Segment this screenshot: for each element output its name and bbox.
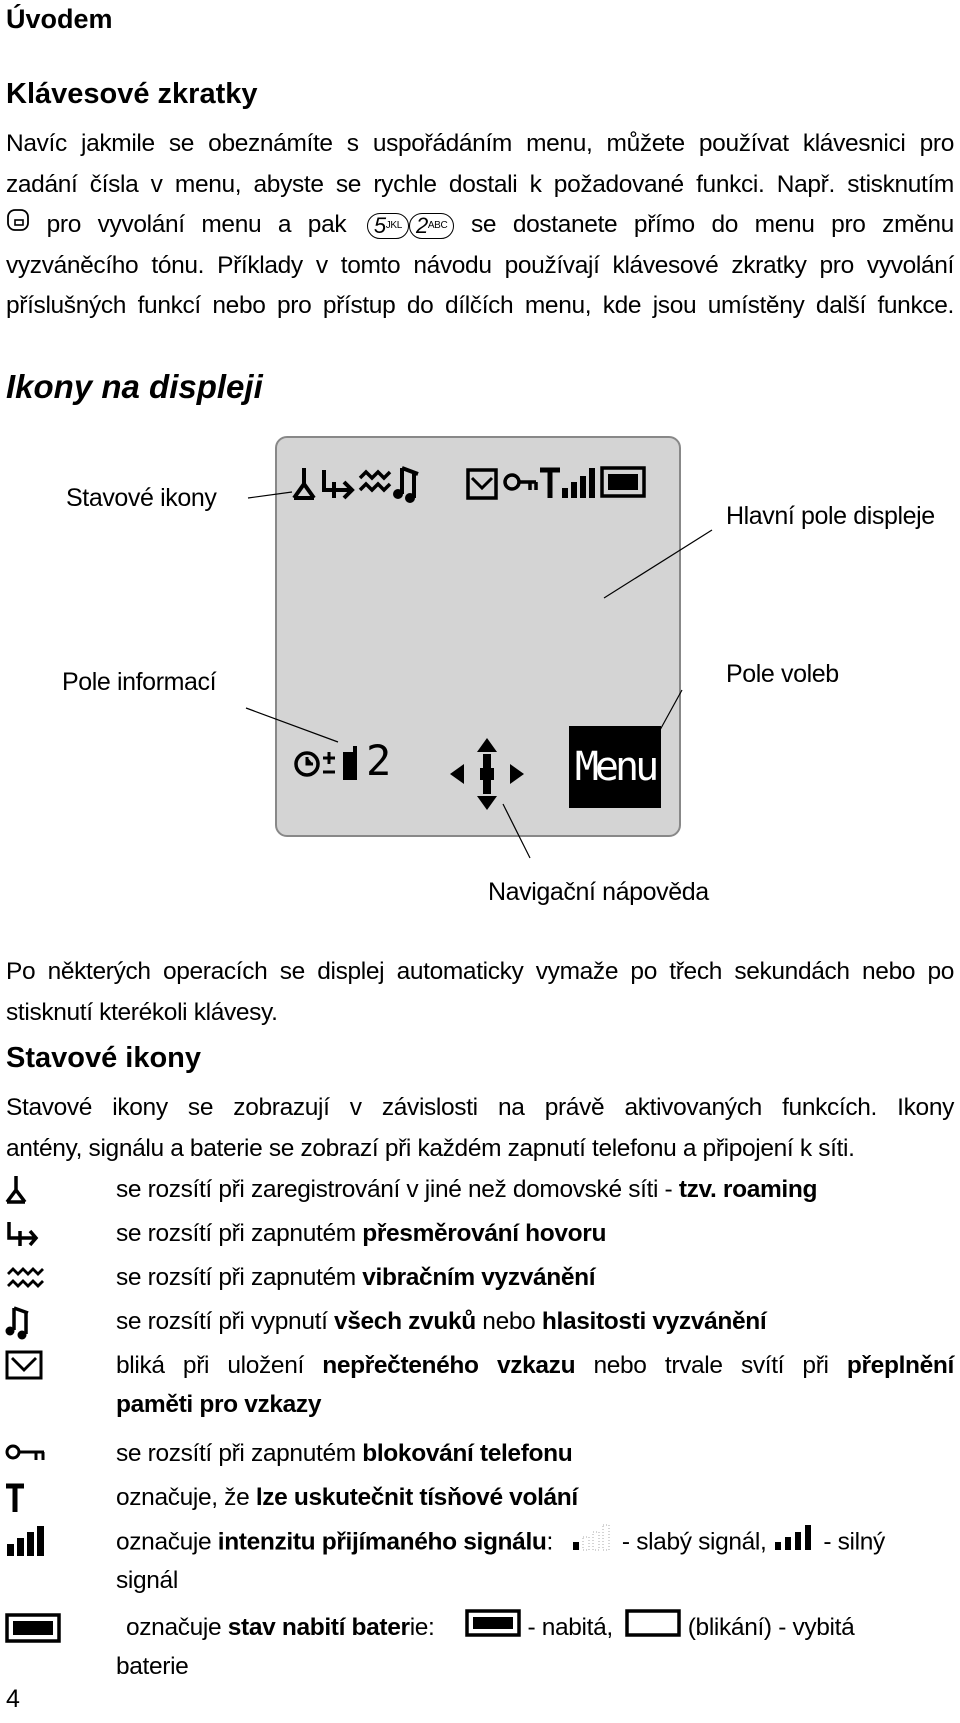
status-intro-line-1: Stavové ikony se zobrazují v závislosti na právě aktivovaných funkcích. Ikony <box>6 1094 954 1121</box>
status-item-emergency <box>116 1478 954 1517</box>
item-bold: tzv. roaming <box>678 1176 818 1203</box>
item-bold: stav nabití bater <box>227 1614 410 1641</box>
shortcuts-line-2: zadání čísla v menu, abyste se rychle dostali k požadované funkci. Např. stisknutím <box>6 170 954 198</box>
item-bold: blokování telefonu <box>362 1440 573 1467</box>
item-text: se rozsítí při zaregistrování v jiné než domovské síti - <box>116 1176 679 1203</box>
item-bold: intenzitu přijímaného signálu <box>217 1528 547 1556</box>
item-bold: nepřečteného vzkazu <box>322 1352 576 1379</box>
status-item-message-line-2 <box>116 1385 954 1424</box>
item-text: se rozsítí při zapnutém <box>116 1220 363 1247</box>
status-item-signal <box>116 1522 954 1564</box>
status-icons-heading: Stavové ikony <box>6 1042 202 1074</box>
item-text: se rozsítí při zapnutém <box>116 1440 363 1467</box>
item-text: - nabitá, <box>520 1614 613 1641</box>
display-heading: Ikony na displeji <box>6 368 263 405</box>
page-number: 4 <box>6 1685 20 1713</box>
status-item-divert <box>116 1214 954 1253</box>
status-item-battery <box>126 1608 954 1649</box>
item-text: (blikání) - vybitá <box>681 1614 855 1641</box>
status-intro-line-2: antény, signálu a baterie se zobrazí při každém zapnutí telefonu a připojení k síti. <box>6 1134 855 1162</box>
item-bold: hlasitosti vyzvánění <box>541 1308 767 1335</box>
roaming-icon <box>4 1172 66 1208</box>
battery-empty-icon <box>625 1609 681 1649</box>
display-info-text: 2 <box>366 736 389 785</box>
silent-icon <box>4 1304 66 1340</box>
item-bold: vibračním vyzvánění <box>362 1264 596 1291</box>
status-intro-paragraph <box>6 1088 954 1169</box>
item-text: označuje <box>126 1614 228 1641</box>
envelope-icon <box>4 1348 66 1384</box>
item-text: signál <box>116 1567 178 1594</box>
status-item-signal-line-2 <box>116 1561 954 1600</box>
status-item-silent <box>116 1302 954 1341</box>
status-item-roaming <box>116 1170 954 1209</box>
item-text: baterie <box>116 1653 189 1680</box>
key-5-digit: 5 <box>373 212 386 238</box>
item-text: nebo <box>475 1308 542 1335</box>
antenna-icon <box>4 1480 66 1516</box>
shortcuts-line-3b: se dostanete přímo do menu pro změnu <box>471 211 954 238</box>
item-bold: lze uskutečnit tísňové volání <box>255 1484 578 1511</box>
label-info-field: Pole informací <box>62 668 217 696</box>
item-text: označuje <box>116 1528 218 1556</box>
label-option-field: Pole voleb <box>726 660 839 688</box>
item-bold: přesměrování hovoru <box>362 1220 607 1247</box>
item-text: : <box>546 1528 553 1556</box>
status-item-keylock <box>116 1434 954 1473</box>
item-text: označuje, že <box>116 1484 256 1511</box>
weak-signal-icon <box>571 1522 615 1564</box>
status-item-vibration <box>116 1258 954 1297</box>
item-bold: paměti pro vzkazy <box>116 1391 322 1418</box>
item-text: se rozsítí při vypnutí <box>116 1308 334 1335</box>
item-text: bliká při uložení <box>116 1352 323 1379</box>
call-divert-icon <box>4 1216 66 1252</box>
item-text: - slabý signál, <box>615 1528 767 1556</box>
item-bold: všech zvuků <box>333 1308 476 1335</box>
after-display-paragraph <box>6 952 954 1033</box>
item-text: nebo trvale svítí při <box>575 1352 847 1379</box>
strong-signal-icon <box>773 1522 817 1564</box>
battery-full-icon <box>465 1609 521 1649</box>
item-bold: přeplnění <box>846 1352 954 1379</box>
display-menu-softkey: Menu <box>569 726 661 808</box>
status-item-message <box>116 1346 954 1385</box>
after-display-line-2: stisknutí kterékoli klávesy. <box>6 998 278 1026</box>
label-main-field: Hlavní pole displeje <box>726 502 935 530</box>
key-2-letters: ABC <box>427 219 448 231</box>
page-title: Úvodem <box>6 4 113 34</box>
item-text: - silný <box>816 1528 885 1556</box>
after-display-line-1: Po některých operacích se displej automaticky vymaže po třech sekundách nebo po <box>6 958 954 985</box>
vibration-icon <box>4 1260 66 1296</box>
battery-icon <box>4 1611 66 1647</box>
status-item-battery-line-2 <box>116 1647 954 1686</box>
shortcuts-line-5: příslušných funkcí nebo pro přístup do dílčích menu, kde jsou umístěny další funkce. <box>6 292 954 320</box>
label-nav-help: Navigační nápověda <box>488 878 709 906</box>
label-status-icons: Stavové ikony <box>66 484 217 512</box>
item-text: se rozsítí při zapnutém <box>116 1264 363 1291</box>
shortcuts-line-1: Navíc jakmile se obeznámíte s uspořádáním menu, můžete používat klávesnici pro <box>6 130 954 157</box>
signal-bars-icon <box>4 1524 66 1560</box>
key-lock-icon <box>4 1436 66 1472</box>
shortcuts-line-3a: pro vyvolání menu a pak <box>46 211 347 238</box>
key-2-digit: 2 <box>415 212 428 238</box>
shortcuts-heading: Klávesové zkratky <box>6 78 258 110</box>
item-text: ie: <box>409 1614 435 1641</box>
shortcuts-line-4: vyzváněcího tónu. Příklady v tomto návodu používají klávesové zkratky pro vyvolání <box>6 251 954 279</box>
key-5-letters: JKL <box>385 219 402 231</box>
